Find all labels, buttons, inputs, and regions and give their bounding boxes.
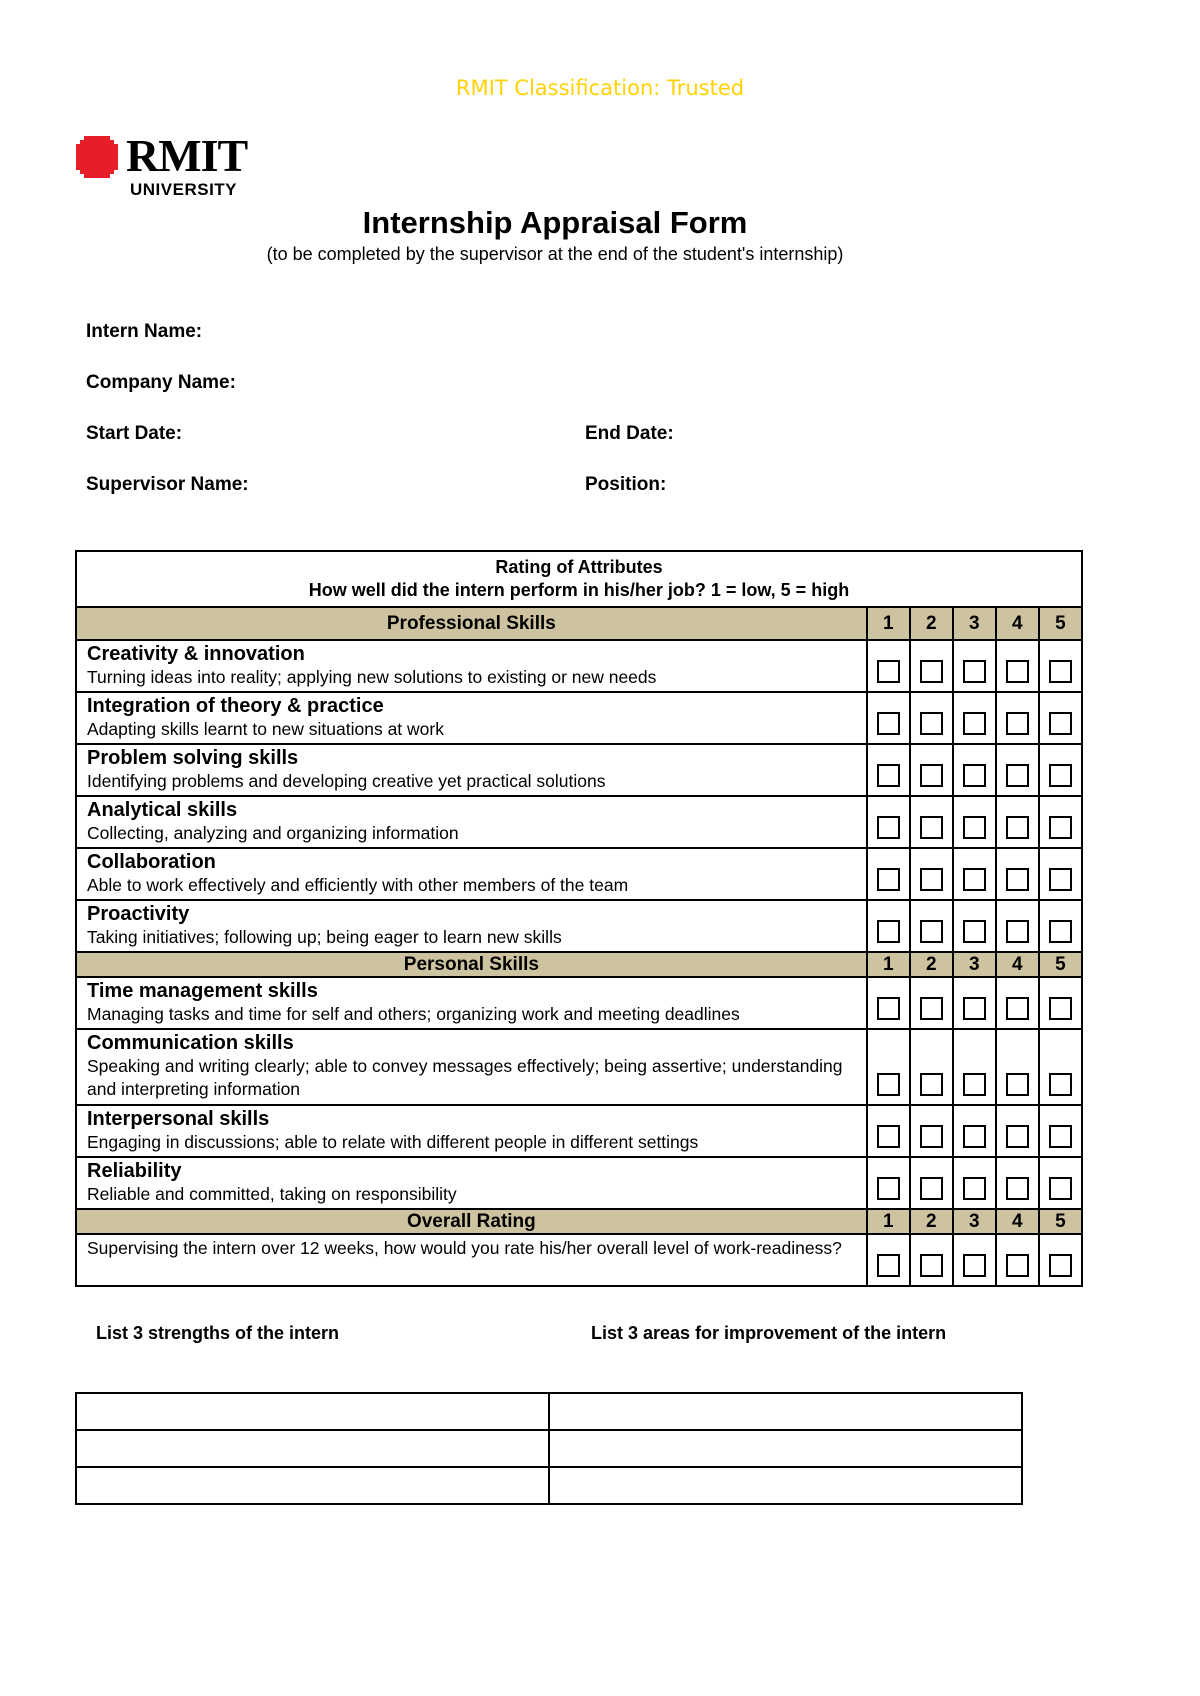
end-date-label: End Date: (585, 423, 674, 444)
rating-cell (910, 796, 953, 848)
rating-cell (910, 900, 953, 952)
rating-cell (910, 640, 953, 692)
rating-cell (910, 744, 953, 796)
attribute-row (76, 1234, 1082, 1286)
rating-checkbox[interactable] (963, 920, 986, 943)
rating-cell (1039, 977, 1082, 1029)
scale-number: 4 (996, 952, 1039, 977)
section-title: Overall Rating (76, 1209, 867, 1234)
rating-checkbox[interactable] (1006, 712, 1029, 735)
attribute-name: Time management skills (87, 980, 318, 1002)
attribute-description: Taking initiatives; following up; being eager to learn new skills (87, 927, 562, 947)
rating-checkbox[interactable] (1006, 997, 1029, 1020)
rating-cell (867, 977, 910, 1029)
list-row (76, 1430, 1022, 1467)
rating-checkbox[interactable] (877, 764, 900, 787)
attribute-row (76, 977, 1082, 1029)
rating-cell (1039, 640, 1082, 692)
rating-checkbox[interactable] (920, 1073, 943, 1096)
strengths-improvements-table (75, 1392, 1023, 1505)
rating-cell (1039, 848, 1082, 900)
scale-number: 1 (867, 607, 910, 640)
rating-checkbox[interactable] (1049, 868, 1072, 891)
rating-cell (910, 692, 953, 744)
rating-cell (953, 1105, 996, 1157)
rating-cell (1039, 744, 1082, 796)
rating-checkbox[interactable] (920, 816, 943, 839)
rating-checkbox[interactable] (920, 764, 943, 787)
rating-checkbox[interactable] (1006, 920, 1029, 943)
attribute-cell (76, 1234, 867, 1286)
start-date-label: Start Date: (86, 423, 183, 444)
attribute-row (76, 640, 1082, 692)
rating-checkbox[interactable] (1006, 1073, 1029, 1096)
classification-label: RMIT Classification: Trusted (455, 76, 745, 100)
rating-cell (996, 848, 1039, 900)
scale-number: 5 (1039, 952, 1082, 977)
strength-cell[interactable] (76, 1467, 549, 1504)
rating-cell (953, 744, 996, 796)
scale-number: 2 (910, 1209, 953, 1234)
form-title: Internship Appraisal Form (362, 205, 748, 240)
rating-cell (953, 977, 996, 1029)
rating-cell (1039, 1029, 1082, 1105)
scale-number: 4 (996, 1209, 1039, 1234)
rating-cell (910, 1157, 953, 1209)
rating-cell (867, 900, 910, 952)
rating-checkbox[interactable] (1006, 1125, 1029, 1148)
scale-number: 5 (1039, 607, 1082, 640)
improvements-label: List 3 areas for improvement of the intern (591, 1323, 947, 1343)
rating-cell (910, 1105, 953, 1157)
rating-checkbox[interactable] (963, 712, 986, 735)
attribute-description: Supervising the intern over 12 weeks, how would you rate his/her overall level of work-readiness? (87, 1238, 842, 1258)
rating-checkbox[interactable] (1049, 1125, 1072, 1148)
scale-number: 5 (1039, 1209, 1082, 1234)
rating-cell (867, 1157, 910, 1209)
section-header-row (76, 1209, 1082, 1234)
rating-cell (953, 1234, 996, 1286)
attribute-name: Interpersonal skills (87, 1108, 270, 1130)
company-name-label: Company Name: (86, 372, 236, 393)
rating-checkbox[interactable] (877, 1177, 900, 1200)
rating-checkbox[interactable] (963, 1177, 986, 1200)
rating-checkbox[interactable] (920, 1125, 943, 1148)
rating-checkbox[interactable] (1006, 660, 1029, 683)
rating-checkbox[interactable] (877, 660, 900, 683)
rating-cell (1039, 1234, 1082, 1286)
rating-cell (996, 1234, 1039, 1286)
rating-cell (996, 744, 1039, 796)
list-row (76, 1467, 1022, 1504)
scale-number: 1 (867, 952, 910, 977)
rating-checkbox[interactable] (877, 868, 900, 891)
rating-checkbox[interactable] (920, 920, 943, 943)
rating-cell (953, 1029, 996, 1105)
rating-cell (867, 692, 910, 744)
rating-checkbox[interactable] (963, 997, 986, 1020)
rating-checkbox[interactable] (1049, 1177, 1072, 1200)
attribute-row (76, 744, 1082, 796)
attribute-cell (76, 1157, 867, 1209)
rating-cell (1039, 1105, 1082, 1157)
section-header-row (76, 952, 1082, 977)
attribute-row (76, 1029, 1082, 1105)
rating-checkbox[interactable] (877, 1073, 900, 1096)
rating-table (75, 550, 1083, 1287)
position-label: Position: (585, 474, 667, 495)
rating-checkbox[interactable] (1049, 997, 1072, 1020)
section-title: Personal Skills (76, 952, 867, 977)
scale-number: 4 (996, 607, 1039, 640)
rating-question: How well did the intern perform in his/her job? 1 = low, 5 = high (308, 580, 850, 600)
rating-cell (953, 1157, 996, 1209)
scale-number: 3 (953, 952, 996, 977)
rating-checkbox[interactable] (1049, 712, 1072, 735)
attribute-row (76, 848, 1082, 900)
rating-checkbox[interactable] (1049, 764, 1072, 787)
rating-checkbox[interactable] (920, 1254, 943, 1277)
rating-checkbox[interactable] (920, 712, 943, 735)
rating-checkbox[interactable] (1049, 816, 1072, 839)
scale-number: 3 (953, 1209, 996, 1234)
rating-cell (867, 1105, 910, 1157)
attribute-description: Able to work effectively and efficiently with other members of the team (87, 875, 629, 895)
attribute-row (76, 1157, 1082, 1209)
rating-cell (953, 900, 996, 952)
rating-cell (1039, 692, 1082, 744)
rating-checkbox[interactable] (1049, 920, 1072, 943)
scale-number: 2 (910, 607, 953, 640)
rating-checkbox[interactable] (963, 816, 986, 839)
logo-wordmark: RMIT (126, 130, 248, 181)
attribute-name: Problem solving skills (87, 747, 299, 769)
rating-cell (910, 1029, 953, 1105)
scale-number: 2 (910, 952, 953, 977)
rating-checkbox[interactable] (1049, 1254, 1072, 1277)
rating-checkbox[interactable] (963, 764, 986, 787)
rating-checkbox[interactable] (963, 660, 986, 683)
rating-cell (910, 848, 953, 900)
attribute-name: Analytical skills (87, 799, 238, 821)
rating-cell (910, 977, 953, 1029)
rating-table-header (76, 551, 1082, 607)
rating-cell (996, 1105, 1039, 1157)
rating-checkbox[interactable] (877, 816, 900, 839)
attribute-description: Reliable and committed, taking on responsibility (87, 1184, 457, 1204)
rmit-pixel-logo-icon (76, 136, 118, 178)
rating-cell (953, 640, 996, 692)
attribute-cell (76, 977, 867, 1029)
scale-number: 1 (867, 1209, 910, 1234)
rating-cell (867, 744, 910, 796)
logo-subtitle: UNIVERSITY (130, 180, 238, 199)
rating-checkbox[interactable] (1006, 1254, 1029, 1277)
rating-checkbox[interactable] (1006, 1177, 1029, 1200)
rating-checkbox[interactable] (1006, 868, 1029, 891)
attribute-row (76, 1105, 1082, 1157)
attribute-description: Engaging in discussions; able to relate with different people in different settings (87, 1132, 699, 1152)
rating-cell (996, 1029, 1039, 1105)
rating-cell (996, 977, 1039, 1029)
rating-cell (996, 1157, 1039, 1209)
rating-cell (867, 796, 910, 848)
rating-checkbox[interactable] (963, 1254, 986, 1277)
strengths-label: List 3 strengths of the intern (96, 1323, 340, 1343)
attribute-description: Identifying problems and developing creative yet practical solutions (87, 771, 606, 791)
rating-checkbox[interactable] (1006, 816, 1029, 839)
rating-checkbox[interactable] (877, 997, 900, 1020)
attribute-cell (76, 796, 867, 848)
strength-cell[interactable] (76, 1393, 549, 1430)
rating-cell (953, 796, 996, 848)
intern-name-label: Intern Name: (86, 321, 203, 342)
rating-cell (996, 640, 1039, 692)
scale-number: 3 (953, 607, 996, 640)
supervisor-name-label: Supervisor Name: (86, 474, 249, 495)
rating-checkbox[interactable] (1049, 660, 1072, 683)
rating-cell (1039, 900, 1082, 952)
attribute-name: Collaboration (87, 851, 216, 873)
rating-cell (910, 1234, 953, 1286)
attribute-name: Integration of theory & practice (87, 695, 384, 717)
rating-cell (996, 796, 1039, 848)
rating-checkbox[interactable] (1049, 1073, 1072, 1096)
rmit-logo (76, 130, 256, 202)
rating-cell (867, 1234, 910, 1286)
rating-cell (867, 1029, 910, 1105)
rating-checkbox[interactable] (877, 1125, 900, 1148)
form-subtitle: (to be completed by the supervisor at the end of the student's internship) (266, 244, 844, 264)
attribute-description: Adapting skills learnt to new situations at work (87, 719, 444, 739)
strength-cell[interactable] (76, 1430, 549, 1467)
rating-cell (996, 900, 1039, 952)
attribute-cell (76, 848, 867, 900)
section-header-row (76, 607, 1082, 640)
rating-checkbox[interactable] (877, 712, 900, 735)
rating-cell (953, 848, 996, 900)
attribute-cell (76, 900, 867, 952)
attribute-name: Reliability (87, 1160, 182, 1182)
rating-cell (1039, 796, 1082, 848)
rating-checkbox[interactable] (920, 997, 943, 1020)
attribute-description: Speaking and writing clearly; able to convey messages effectively; being assertive; understanding and interpreting information (87, 1056, 843, 1099)
rating-cell (867, 848, 910, 900)
rating-checkbox[interactable] (963, 868, 986, 891)
rating-checkbox[interactable] (920, 1177, 943, 1200)
improvement-cell[interactable] (549, 1467, 1022, 1504)
attribute-cell (76, 1105, 867, 1157)
rating-title: Rating of Attributes (495, 557, 663, 577)
attribute-name: Proactivity (87, 903, 190, 925)
rating-cell (1039, 1157, 1082, 1209)
list-row (76, 1393, 1022, 1430)
rating-checkbox[interactable] (1006, 764, 1029, 787)
attribute-row (76, 900, 1082, 952)
attribute-row (76, 796, 1082, 848)
attribute-cell (76, 692, 867, 744)
attribute-name: Communication skills (87, 1032, 294, 1054)
rating-checkbox[interactable] (877, 920, 900, 943)
rating-checkbox[interactable] (963, 1125, 986, 1148)
improvement-cell[interactable] (549, 1430, 1022, 1467)
attribute-row (76, 692, 1082, 744)
rating-checkbox[interactable] (877, 1254, 900, 1277)
rating-cell (953, 692, 996, 744)
rating-checkbox[interactable] (920, 660, 943, 683)
rating-cell (996, 692, 1039, 744)
attribute-cell (76, 744, 867, 796)
attribute-description: Managing tasks and time for self and others; organizing work and meeting deadlines (87, 1004, 740, 1024)
attribute-name: Creativity & innovation (87, 643, 305, 665)
attribute-description: Collecting, analyzing and organizing information (87, 823, 459, 843)
section-title: Professional Skills (76, 607, 867, 640)
improvement-cell[interactable] (549, 1393, 1022, 1430)
attribute-description: Turning ideas into reality; applying new solutions to existing or new needs (87, 667, 657, 687)
rating-checkbox[interactable] (963, 1073, 986, 1096)
attribute-cell (76, 640, 867, 692)
attribute-cell (76, 1029, 867, 1105)
rating-checkbox[interactable] (920, 868, 943, 891)
rating-cell (867, 640, 910, 692)
